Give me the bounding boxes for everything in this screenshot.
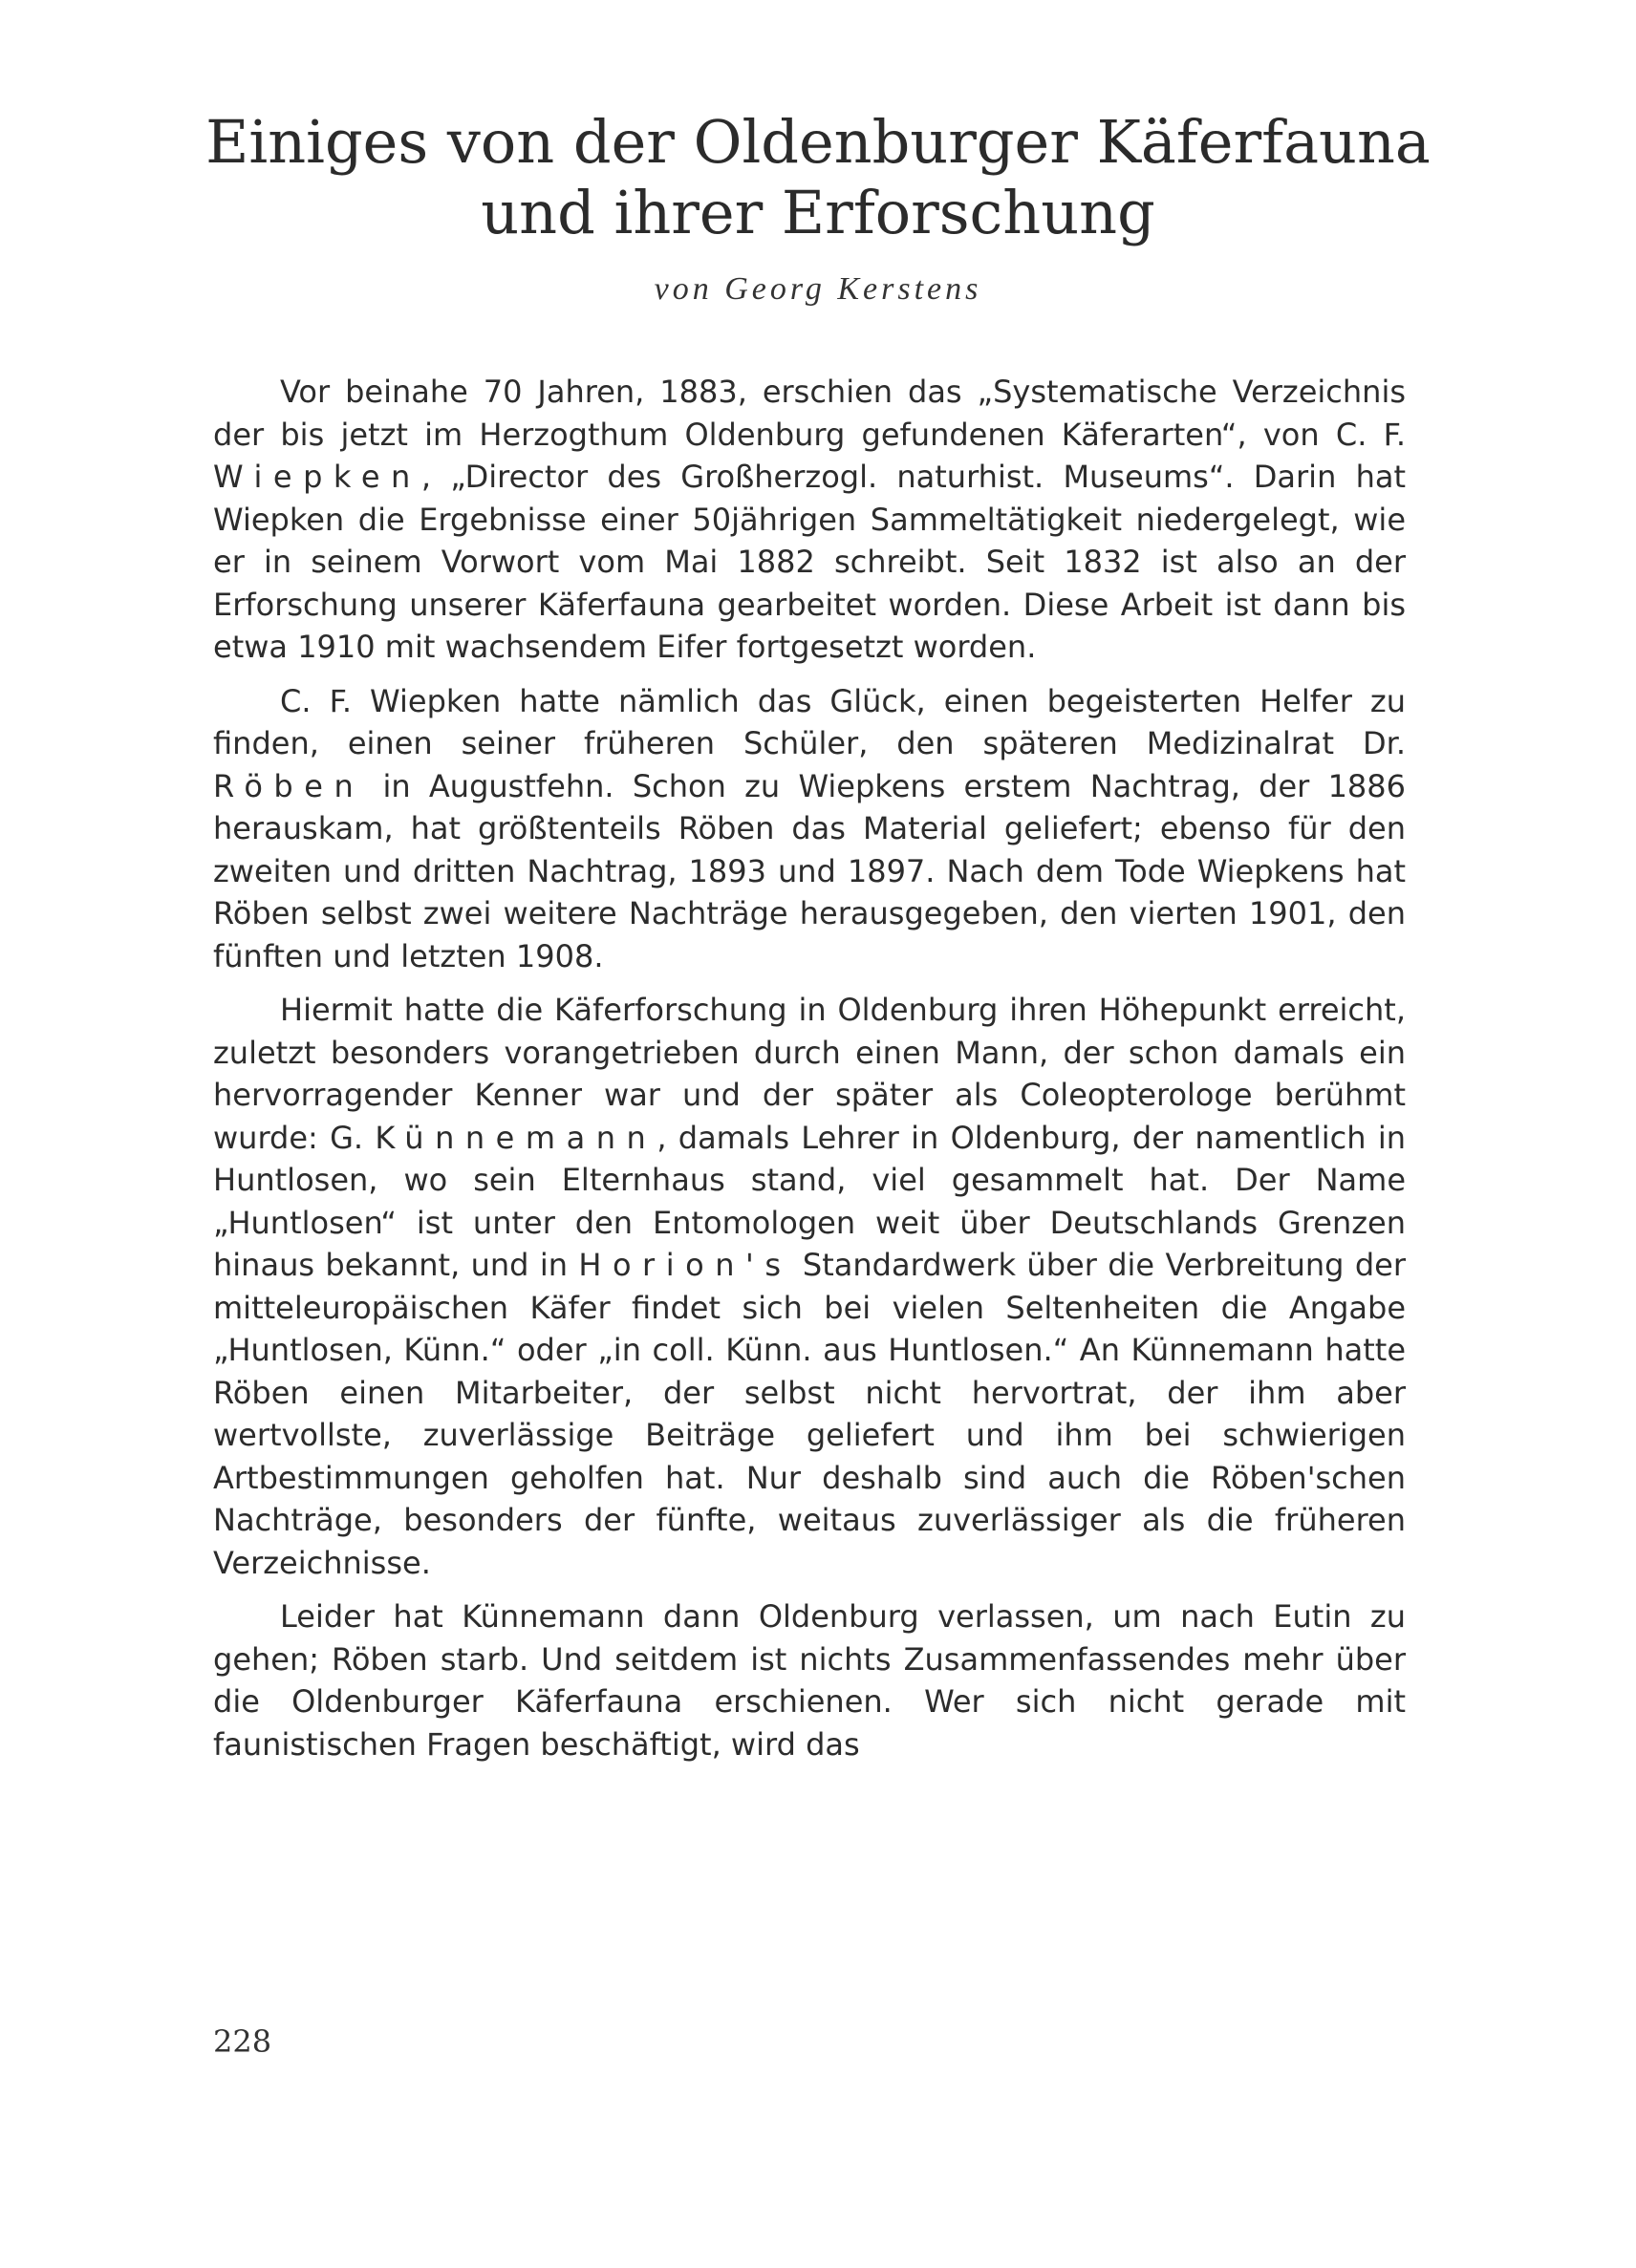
spaced-name-horion: Horion's — [578, 1247, 792, 1283]
paragraph-2-text-b: in Augustfehn. Schon zu Wiepkens erstem Nachtrag, der 1886 herauskam, hat größtenteils Röben das Material geliefert; ebenso für den zweiten und dritten Nachtrag, 1893 und 1897. Nach dem Tode Wiepkens hat Röben selbst zwei weitere Nachträge herausgegeben, den vierten 1901, den fünften und letzten 1908. — [213, 767, 1406, 974]
paragraph-3-text-a: Hiermit hatte die Käferforschung in Oldenburg ihren Höhepunkt erreicht, zuletzt besonders vorangetrieben durch einen Mann, der schon damals ein hervorragender Kenner war und der später als Coleopterologe berühmt wurde: G. — [213, 992, 1406, 1156]
paragraph-3 — [213, 989, 1406, 1584]
paragraph-4 — [213, 1595, 1406, 1765]
paragraph-3-text-b: , damals Lehrer in Oldenburg, der namentlich in Huntlosen, wo sein Elternhaus stand, viel gesammelt hat. Der Name „Huntlosen“ ist unter den Entomologen weit über Deutschlands Grenzen hinaus bekannt, und in — [213, 1119, 1407, 1283]
article-title-line-1: Einiges von der Oldenburger Käferfauna — [205, 107, 1431, 177]
article-body — [213, 371, 1406, 1777]
spaced-name-wiepken: Wiepken — [213, 459, 421, 495]
paragraph-2 — [213, 680, 1406, 978]
author-byline: von Georg Kerstens — [654, 271, 982, 307]
spaced-name-roeben: Röben — [213, 767, 365, 804]
paragraph-1-text-a: Vor beinahe 70 Jahren, 1883, erschien das „Systematische Verzeichnis der bis jetzt im Herzogthum Oldenburg gefundenen Käferarten“, von C. F. — [213, 374, 1406, 453]
paragraph-2-text-a: C. F. Wiepken hatte nämlich das Glück, einen begeisterten Helfer zu finden, einen seiner früheren Schüler, den späteren Medizinalrat Dr. — [213, 682, 1406, 761]
paragraph-1-text-b: , „Director des Großherzogl. naturhist. Museums“. Darin hat Wiepken die Ergebnisse einer 50jährigen Sammeltätigkeit niedergelegt, wie er in seinem Vorwort vom Mai 1882 schreibt. Seit 1832 ist also an der Erforschung unserer Käferfauna gearbeitet worden. Diese Arbeit ist dann bis etwa 1910 mit wachsendem Eifer fortgesetzt worden. — [213, 459, 1406, 665]
article-title-line-2: und ihrer Erforschung — [481, 178, 1155, 247]
page-number: 228 — [213, 2023, 272, 2060]
paragraph-3-text-c: Standardwerk über die Verbreitung der mitteleuropäischen Käfer findet sich bei vielen Seltenheiten die Angabe „Huntlosen, Künn.“ oder „in coll. Künn. aus Huntlosen.“ An Künnemann hatte Röben einen Mitarbeiter, der selbst nicht hervortrat, der ihm aber wertvollste, zuverlässige Beiträge geliefert und ihm bei schwierigen Artbestimmungen geholfen hat. Nur deshalb sind auch die Röben'schen Nachträge, besonders der fünfte, weitaus zuverlässiger als die früheren Verzeichnisse. — [213, 1247, 1407, 1581]
spaced-name-kuennemann: Künnemann — [375, 1119, 657, 1156]
paragraph-1 — [213, 371, 1406, 669]
article-title — [143, 107, 1493, 248]
paragraph-4-text-a: Leider hat Künnemann dann Oldenburg verlassen, um nach Eutin zu gehen; Röben starb. Und seitdem ist nichts Zusammenfassendes mehr über die Oldenburger Käferfauna erschienen. Wer sich nicht gerade mit faunistischen Fragen beschäftigt, wird das — [213, 1598, 1406, 1763]
